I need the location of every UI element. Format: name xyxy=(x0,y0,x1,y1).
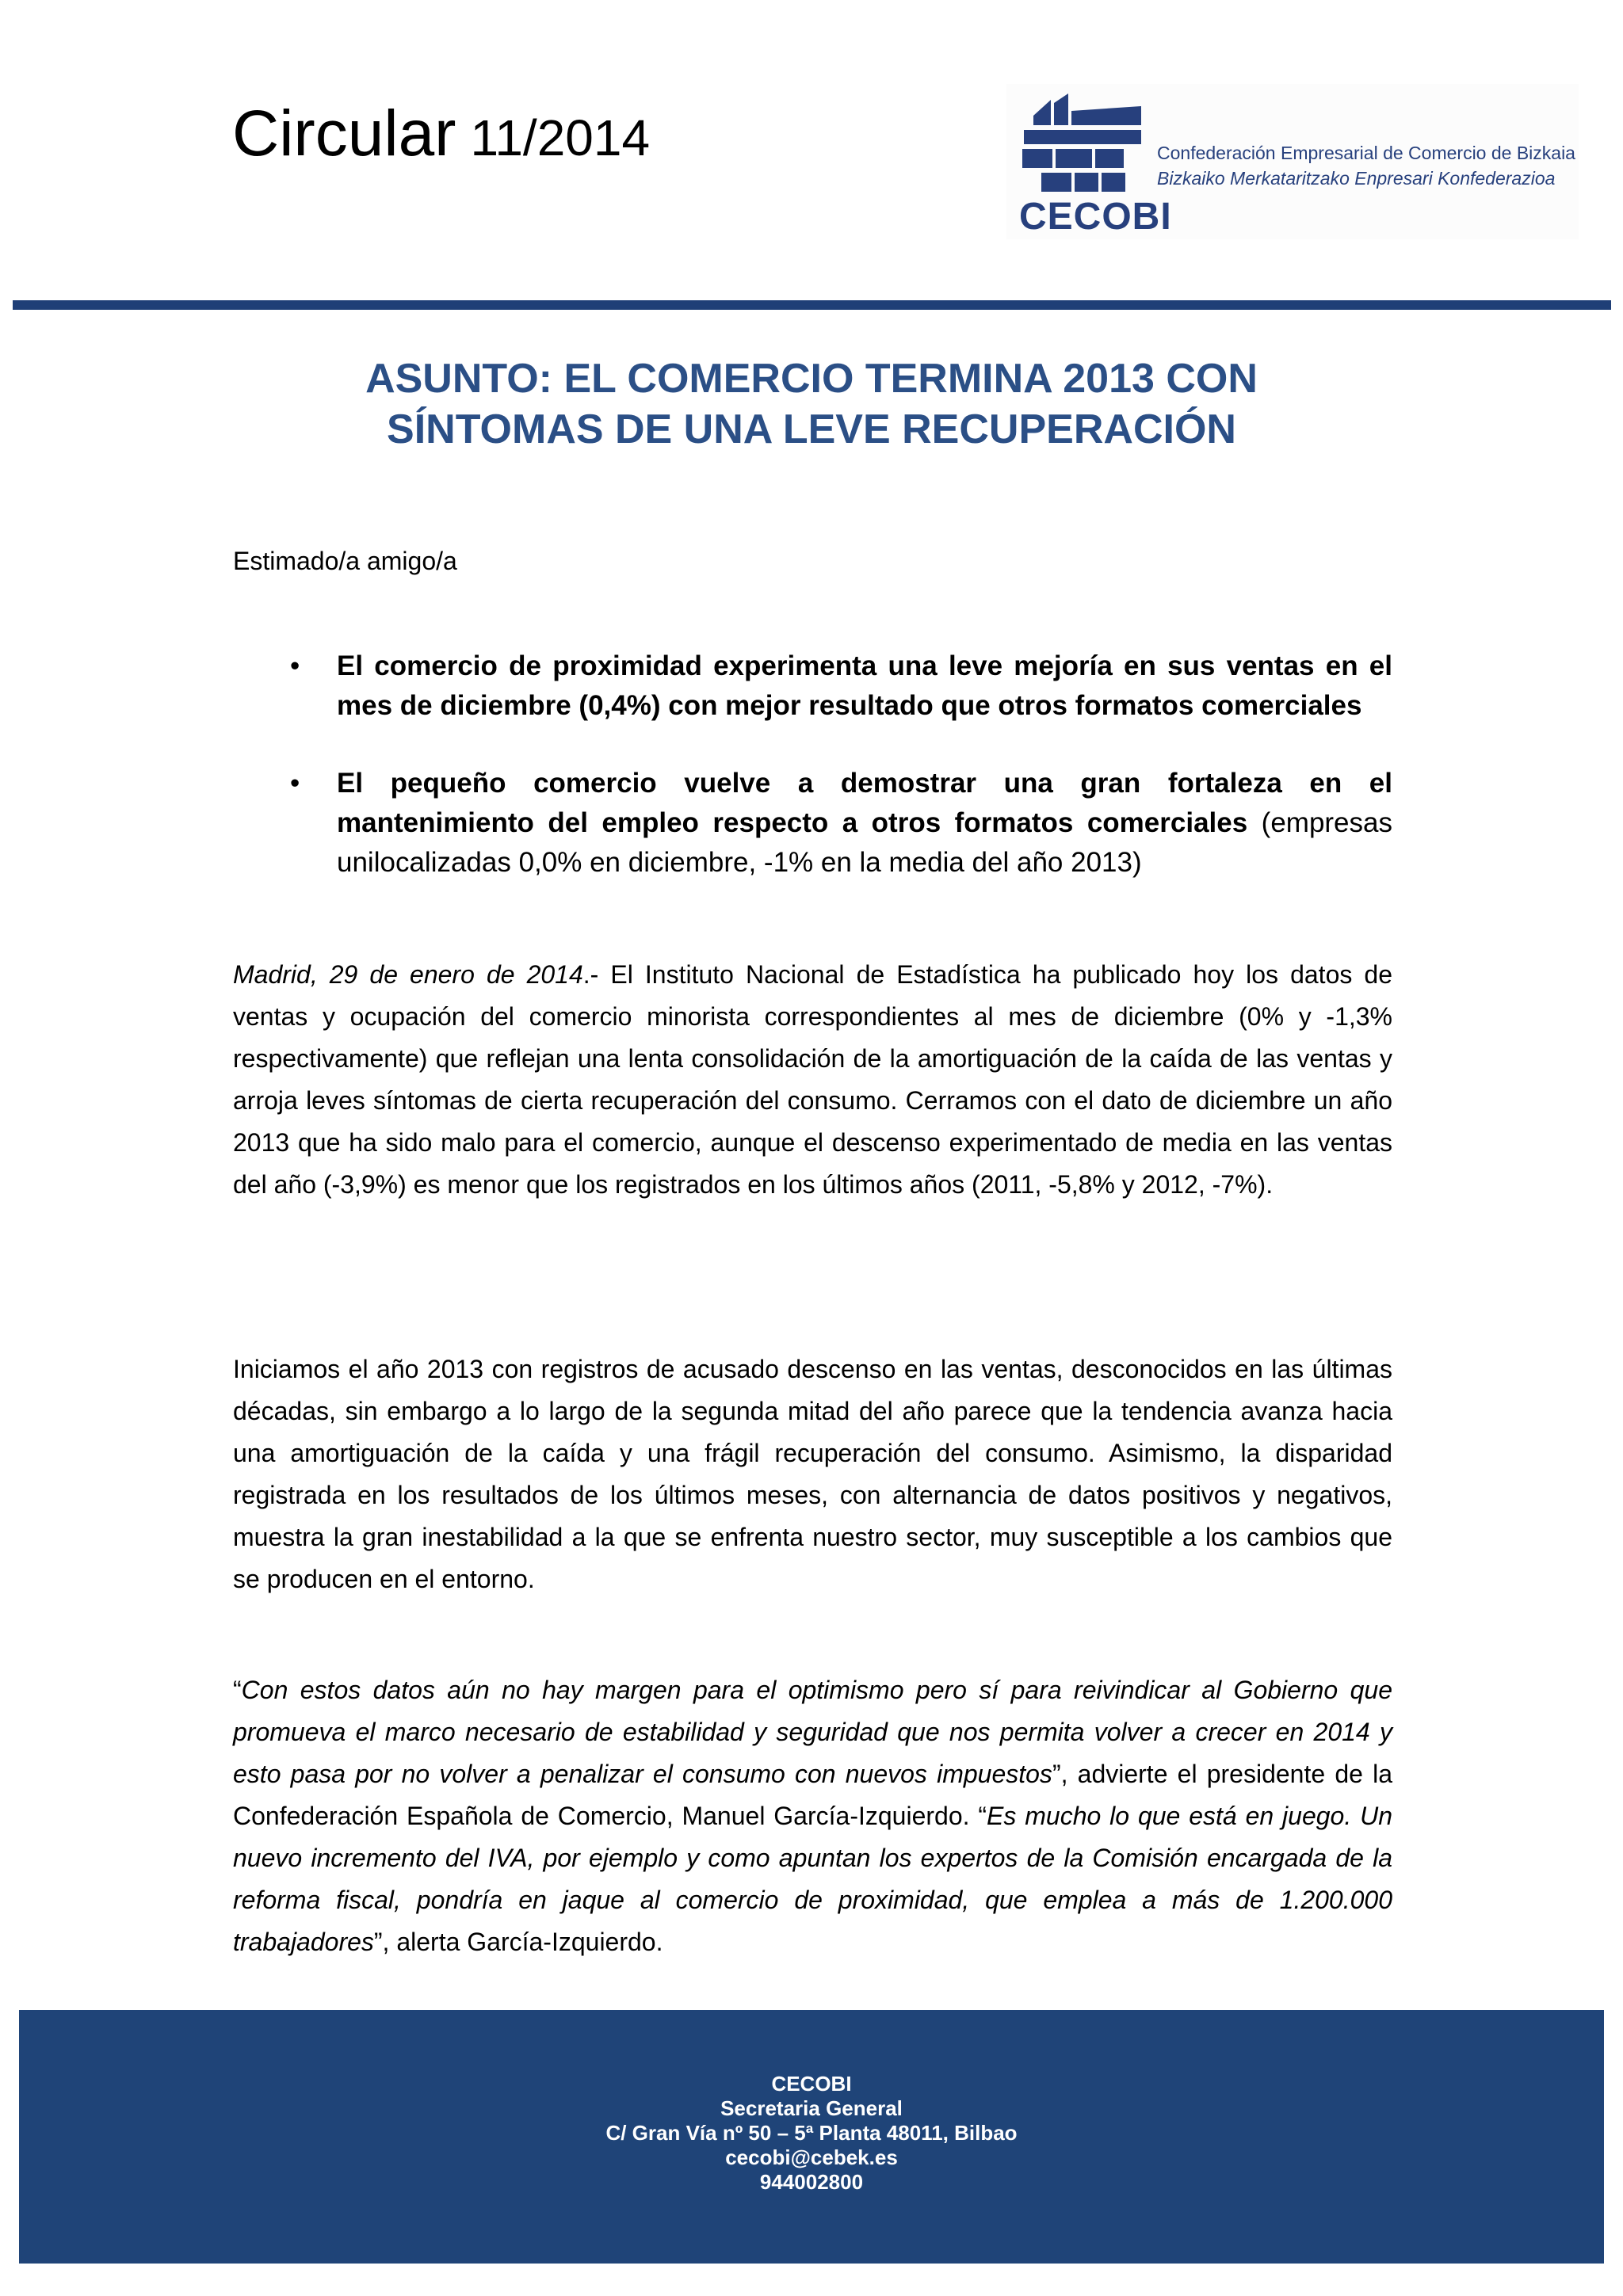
circular-word: Circular xyxy=(232,97,456,170)
footer xyxy=(19,2010,1604,2264)
cecobi-logo xyxy=(1006,84,1579,239)
greeting: Estimado/a amigo/a xyxy=(233,547,457,575)
bullet-icon: • xyxy=(290,650,300,681)
footer-contact xyxy=(19,2072,1604,2195)
dateline: Madrid, 29 de enero de 2014 xyxy=(233,960,583,989)
logo-name-eu: Bizkaiko Merkataritzako Enpresari Konfederazioa xyxy=(1157,168,1556,189)
quote-2: Es mucho lo que está en juego. Un nuevo incremento del IVA, por ejemplo y como apuntan los expertos de la Comisión encargada de la reforma fiscal, pondría en jaque al comercio de proximidad, que emplea a más de 1.200.000 trabajadores xyxy=(233,1802,1393,1956)
footer-address: C/ Gran Vía nº 50 – 5ª Planta 48011, Bilbao xyxy=(605,2121,1018,2145)
paragraph-1 xyxy=(233,954,1392,1206)
subject-line-1: ASUNTO: EL COMERCIO TERMINA 2013 CON xyxy=(365,356,1258,402)
highlights-list xyxy=(233,646,1392,883)
footer-phone: 944002800 xyxy=(759,2170,864,2194)
cecobi-logo-icon xyxy=(1022,93,1149,193)
bullet-icon: • xyxy=(290,768,300,799)
paragraph-3 xyxy=(233,1669,1392,1963)
subject-line-2: SÍNTOMAS DE UNA LEVE RECUPERACIÓN xyxy=(387,406,1236,452)
quote-1: Con estos datos aún no hay margen para el optimismo pero sí para reivindicar al Gobierno que promueva el marco necesario de estabilidad y seguridad que nos permita volver a crecer en 2014 y esto pasa por no volver a penalizar el consumo con nuevos impuestos xyxy=(233,1676,1392,1788)
list-item xyxy=(233,764,1392,883)
logo-acronym: CECOBI xyxy=(1019,196,1172,238)
header-divider xyxy=(13,300,1611,310)
footer-email[interactable]: cecobi@cebek.es xyxy=(725,2145,898,2169)
quote-attribution: ”, advierte el presidente de la Confederación Española de Comercio, Manuel García-Izquierdo. “ xyxy=(233,1760,1393,1830)
quote-end: ”, alerta García-Izquierdo. xyxy=(373,1928,663,1956)
paragraph-1-text: .- El Instituto Nacional de Estadística ha publicado hoy los datos de ventas y ocupación del comercio minorista correspondientes al mes de diciembre (0% y -1,3% respectivamente) que reflejan una lenta consolidación de la amortiguación de la caída de las ventas y arroja leves síntomas de cierta recuperación del consumo. Cerramos con el dato de diciembre un año 2013 que ha sido malo para el comercio, aunque el descenso experimentado de media en las ventas del año (-3,9%) es menor que los registrados en los últimos años (2011, -5,8% y 2012, -7%). xyxy=(233,960,1393,1199)
footer-org: CECOBI xyxy=(771,2072,852,2096)
circular-number: 11/2014 xyxy=(470,109,651,166)
bullet-text: (empresas unilocalizadas 0,0% en diciembre, -1% en la media del año 2013) xyxy=(337,807,1392,878)
circular-title xyxy=(232,97,651,170)
subject-heading xyxy=(174,353,1449,455)
paragraph-2: Iniciamos el año 2013 con registros de acusado descenso en las ventas, desconocidos en las últimas décadas, sin embargo a lo largo de la segunda mitad del año parece que la tendencia avanza hacia una amortiguación de la caída y una frágil recuperación del consumo. Asimismo, la disparidad registrada en los resultados de los últimos meses, con alternancia de datos positivos y negativos, muestra la gran inestabilidad a la que se enfrenta nuestro sector, muy susceptible a los cambios que se producen en el entorno. xyxy=(233,1355,1392,1593)
bullet-bold-text: El pequeño comercio vuelve a demostrar una gran fortaleza en el mantenimiento del empleo respecto a otros formatos comerciales xyxy=(337,768,1392,838)
bullet-bold-text: El comercio de proximidad experimenta una leve mejoría en sus ventas en el mes de diciembre (0,4%) con mejor resultado que otros formatos comerciales xyxy=(337,650,1392,721)
open-quote: “ xyxy=(233,1676,242,1704)
list-item xyxy=(233,646,1392,726)
logo-name-es: Confederación Empresarial de Comercio de Bizkaia xyxy=(1157,143,1575,163)
footer-department: Secretaria General xyxy=(720,2096,903,2120)
